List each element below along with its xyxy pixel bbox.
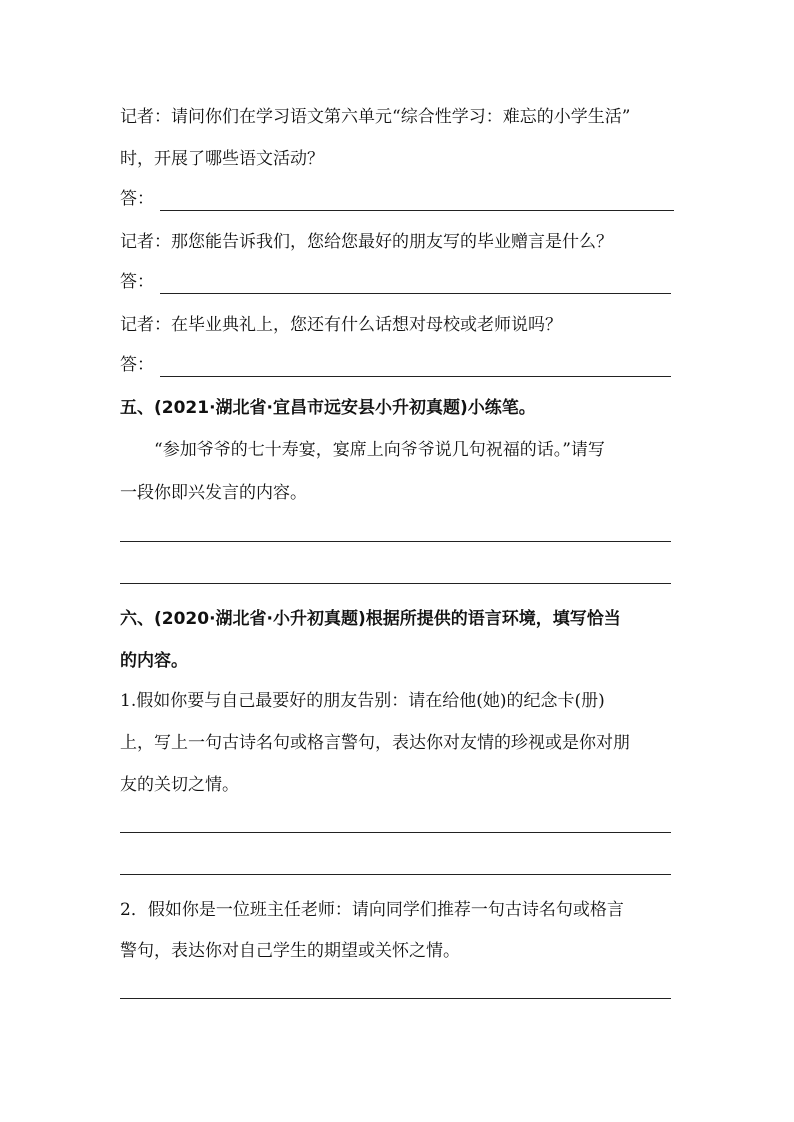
section-5-writing-line-2[interactable] [120,583,671,584]
section-6-item-1-writing-line-2[interactable] [120,874,671,875]
section-5-heading: 五、(2021·湖北省·宜昌市远安县小升初真题)小练笔。 [120,398,536,418]
section-6-item-1-line-3: 友的关切之情。 [120,775,239,795]
answer-label: 答： [120,272,154,292]
section-6-item-2-line-1: 2．假如你是一位班主任老师：请向同学们推荐一句古诗名句或格言 [120,900,624,920]
section-6-item-1-writing-line-1[interactable] [120,832,671,833]
answer-blank-2[interactable] [160,293,671,294]
section-5-prompt-line-2: 一段你即兴发言的内容。 [120,483,307,503]
interview-question-2: 记者：那您能告诉我们，您给您最好的朋友写的毕业赠言是什么？ [120,232,613,252]
interview-question-1-line-2: 时，开展了哪些语文活动？ [120,149,324,169]
answer-blank-3[interactable] [160,376,671,377]
section-5-prompt-line-1: “参加爷爷的七十寿宴，宴席上向爷爷说几句祝福的话。”请写 [154,440,605,460]
section-6-heading-line-2: 的内容。 [120,651,188,671]
section-5-writing-line-1[interactable] [120,541,671,542]
section-6-item-1-line-1: 1.假如你要与自己最要好的朋友告别：请在给他(她)的纪念卡(册) [120,691,605,711]
section-6-item-2-writing-line-1[interactable] [120,998,671,999]
section-6-item-2-line-2: 警句，表达你对自己学生的期望或关怀之情。 [120,941,460,961]
answer-label: 答： [120,355,154,375]
section-6-item-1-line-2: 上，写上一句古诗名句或格言警句，表达你对友情的珍视或是你对朋 [120,733,630,753]
interview-question-3: 记者：在毕业典礼上，您还有什么话想对母校或老师说吗？ [120,315,562,335]
interview-question-1-line-1: 记者：请问你们在学习语文第六单元“综合性学习：难忘的小学生活” [120,107,631,127]
section-6-heading-line-1: 六、(2020·湖北省·小升初真题)根据所提供的语言环境，填写恰当 [120,609,621,629]
answer-label: 答： [120,189,154,209]
answer-blank-1[interactable] [160,210,674,211]
